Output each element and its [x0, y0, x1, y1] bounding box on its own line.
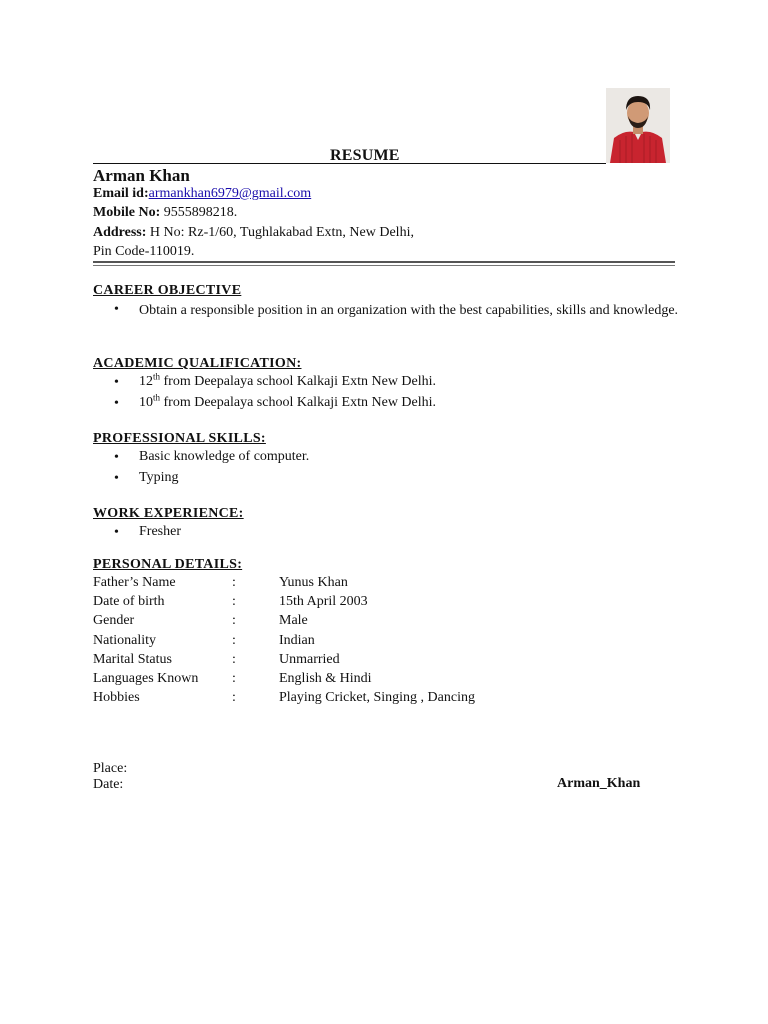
email-line: [93, 186, 311, 202]
bullet-icon: •: [114, 450, 119, 465]
academic-item-sup: th: [153, 392, 161, 403]
experience-heading: WORK EXPERIENCE:: [93, 506, 244, 521]
detail-value: Indian: [279, 633, 315, 648]
detail-value: 15th April 2003: [279, 594, 368, 609]
academic-item: [139, 371, 437, 390]
bullet-icon: •: [114, 375, 119, 390]
detail-value: Playing Cricket, Singing , Dancing: [279, 690, 475, 705]
candidate-name: Arman Khan: [93, 166, 190, 185]
detail-value: Unmarried: [279, 652, 340, 667]
detail-label: Gender: [93, 613, 135, 628]
detail-label: Marital Status: [93, 652, 172, 667]
header-divider-thick: [93, 261, 675, 263]
signature-name: Arman_Khan: [557, 776, 641, 791]
detail-separator: :: [232, 633, 236, 648]
bullet-icon: •: [114, 302, 119, 317]
header-divider-thin: [93, 265, 675, 266]
skill-item: Typing: [139, 470, 179, 485]
address-value: H No: Rz-1/60, Tughlakabad Extn, New Delhi,: [146, 225, 414, 240]
place-label: Place:: [93, 761, 128, 776]
academic-item-text: from Deepalaya school Kalkaji Extn New Delhi.: [160, 395, 437, 410]
detail-value: Yunus Khan: [279, 575, 348, 590]
academic-heading: ACADEMIC QUALIFICATION:: [93, 356, 302, 371]
skill-item: Basic knowledge of computer.: [139, 449, 310, 464]
mobile-number: 9555898218.: [160, 205, 238, 220]
detail-separator: :: [232, 652, 236, 667]
address-label: Address:: [93, 225, 147, 240]
skills-heading: PROFESSIONAL SKILLS:: [93, 431, 266, 446]
email-label: Email id:: [93, 186, 149, 201]
academic-item: [139, 392, 437, 411]
date-label: Date:: [93, 777, 124, 792]
resume-title: RESUME: [330, 147, 400, 164]
detail-separator: :: [232, 613, 236, 628]
mobile-label: Mobile No:: [93, 205, 161, 220]
detail-separator: :: [232, 594, 236, 609]
detail-label: Father’s Name: [93, 575, 176, 590]
career-objective-heading: CAREER OBJECTIVE: [93, 283, 242, 298]
detail-label: Hobbies: [93, 690, 140, 705]
personal-heading: PERSONAL DETAILS:: [93, 557, 243, 572]
detail-label: Nationality: [93, 633, 156, 648]
detail-separator: :: [232, 690, 236, 705]
detail-value: Male: [279, 613, 308, 628]
title-divider: [93, 163, 606, 164]
pincode-line: Pin Code-110019.: [93, 244, 195, 259]
academic-item-num: 10: [139, 395, 153, 410]
detail-separator: :: [232, 671, 236, 686]
profile-photo: [606, 88, 670, 163]
person-photo-icon: [606, 88, 670, 163]
experience-item: Fresher: [139, 524, 181, 539]
academic-item-num: 12: [139, 374, 153, 389]
detail-separator: :: [232, 575, 236, 590]
detail-value: English & Hindi: [279, 671, 372, 686]
address-line: [93, 225, 414, 241]
bullet-icon: •: [114, 525, 119, 540]
bullet-icon: •: [114, 396, 119, 411]
academic-item-text: from Deepalaya school Kalkaji Extn New Delhi.: [160, 374, 437, 389]
email-link[interactable]: armankhan6979@gmail.com: [148, 186, 312, 201]
career-objective-item: Obtain a responsible position in an organization with the best capabilities, skills and knowledge.: [139, 303, 679, 318]
bullet-icon: •: [114, 471, 119, 486]
detail-label: Languages Known: [93, 671, 199, 686]
detail-label: Date of birth: [93, 594, 165, 609]
academic-item-sup: th: [153, 371, 161, 382]
mobile-line: [93, 205, 237, 221]
